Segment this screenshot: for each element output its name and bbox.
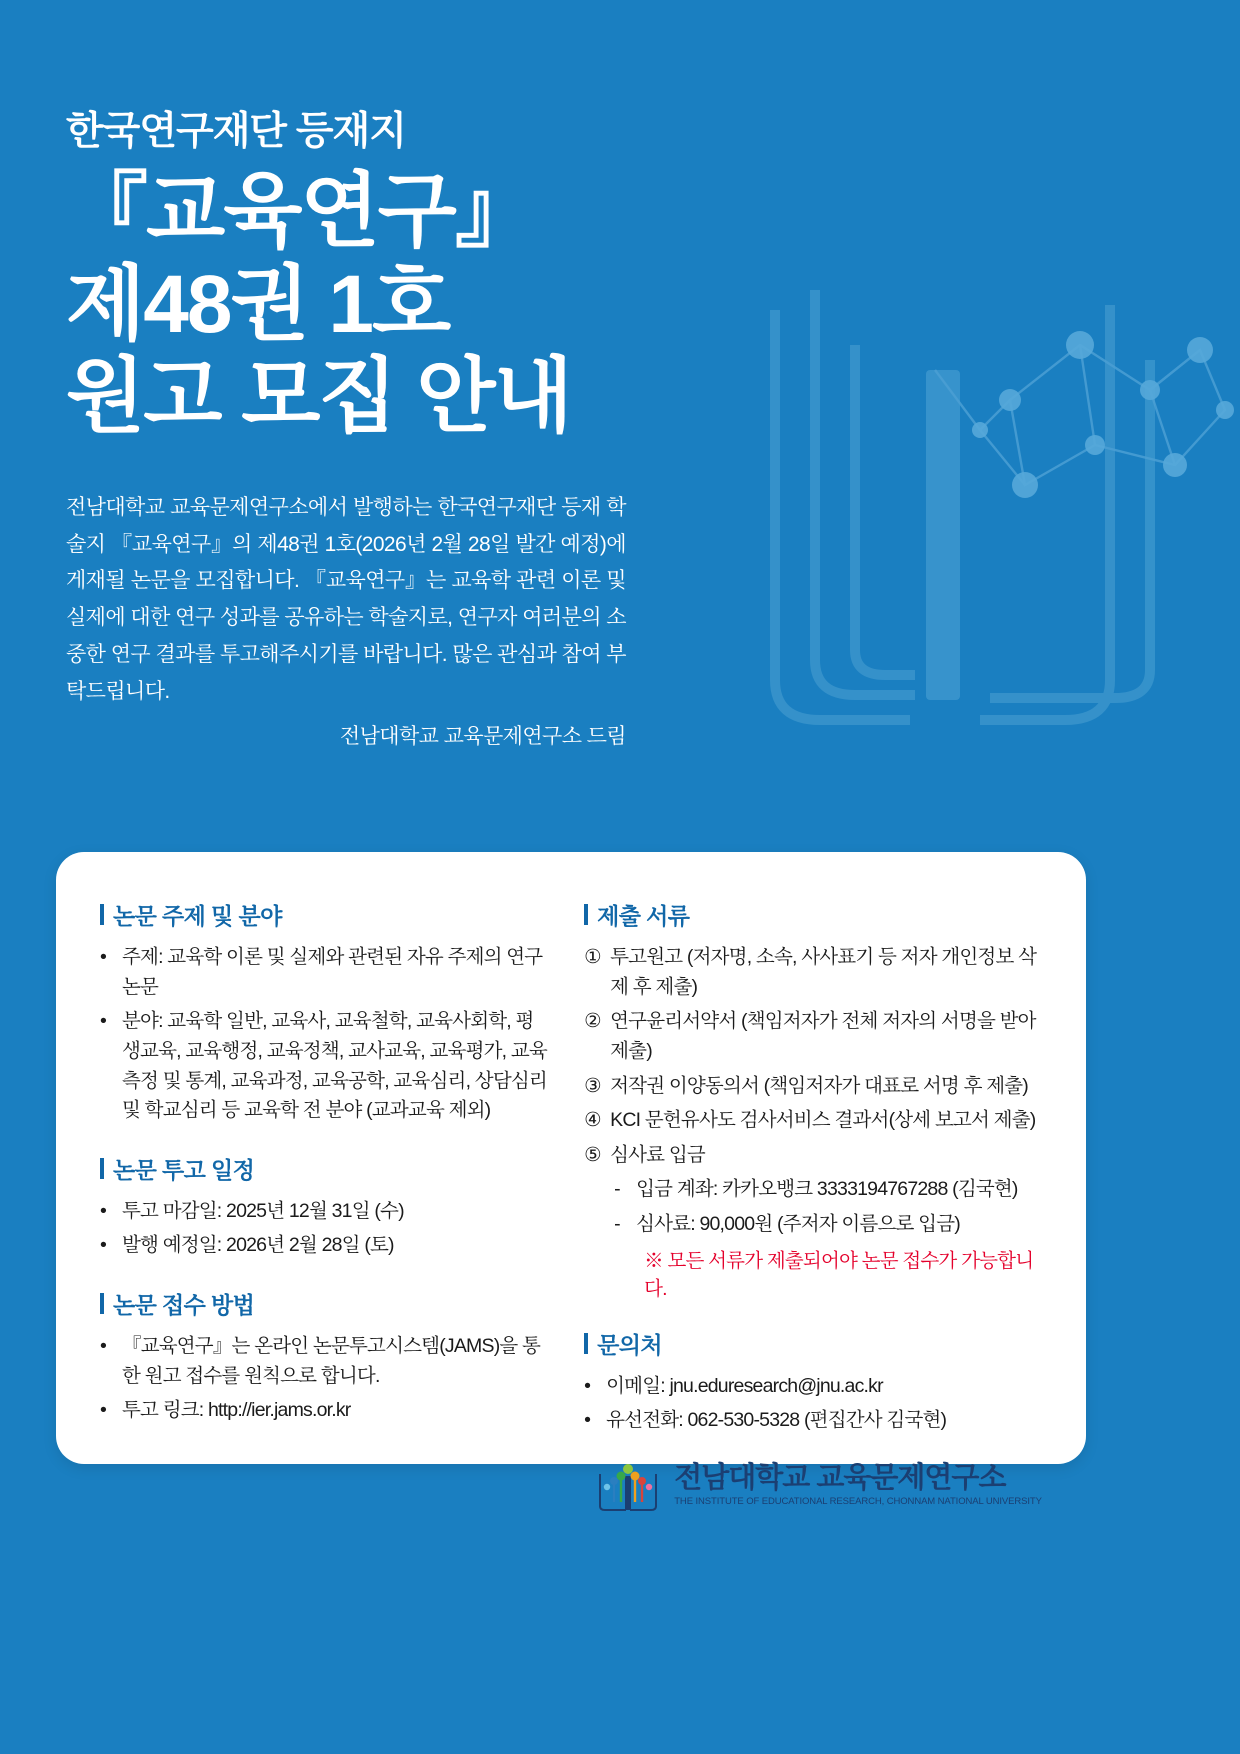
heading-bar-icon [100, 904, 104, 925]
bullet-icon: • [100, 1399, 107, 1422]
section-documents-list [584, 943, 1042, 1240]
list-item [584, 1072, 1042, 1102]
page-title-line-3: 원고 모집 안내 [66, 351, 571, 443]
section-submission-heading [100, 1287, 548, 1320]
list-item-text: 저작권 이양동의서 (책임저자가 대표로 서명 후 제출) [610, 1074, 1028, 1097]
section-schedule [100, 1152, 548, 1261]
info-card [56, 852, 1086, 1507]
list-item-phone [584, 1406, 1042, 1436]
section-topic-list [100, 943, 548, 1126]
list-item [584, 943, 1042, 1002]
documents-note: ※ 모든 서류가 제출되어야 논문 접수가 가능합니다. [644, 1249, 1034, 1300]
bullet-icon: • [584, 1374, 591, 1397]
section-contact-list [584, 1372, 1042, 1436]
section-schedule-heading [100, 1152, 548, 1185]
list-item-text: 주제: 교육학 이론 및 실제와 관련된 자유 주제의 연구논문 [122, 946, 543, 998]
list-item-text: 투고 마감일: 2025년 12월 31일 (수) [122, 1199, 404, 1222]
card-left-column [100, 898, 564, 1434]
section-documents-heading-label: 제출 서류 [597, 903, 690, 929]
list-item-text: 입금 계좌: 카카오뱅크 3333194767288 (김국현) [636, 1178, 1018, 1201]
list-item-sub [584, 1175, 1042, 1205]
heading-bar-icon [100, 1158, 104, 1179]
list-item-text: 심사료: 90,000원 (주저자 이름으로 입금) [636, 1213, 960, 1235]
list-item-text: 분야: 교육학 일반, 교육사, 교육철학, 교육사회학, 평생교육, 교육행정, 교육정책, 교사교육, 교육평가, 교육측정 및 통계, 교육과정, 교육공학, 교육심리, 상담심리 및 학교심리 등 교육학 전 분야 (교과교육 제외) [122, 1010, 547, 1122]
section-submission [100, 1287, 548, 1426]
section-contact [584, 1327, 1042, 1436]
list-item-text: 투고원고 (저자명, 소속, 사사표기 등 저자 개인정보 삭제 후 제출) [610, 946, 1037, 998]
list-item-text: 심사료 입금 [610, 1143, 705, 1166]
book-tree-logo-icon [594, 1456, 662, 1514]
bullet-icon: • [100, 1335, 107, 1357]
list-item [100, 1197, 548, 1227]
list-item [100, 943, 548, 1002]
list-item-submission-link[interactable] [100, 1396, 548, 1426]
section-schedule-list [100, 1197, 548, 1261]
page-title-line-1: 『교육연구』 [66, 166, 535, 257]
section-schedule-heading-label: 논문 투고 일정 [113, 1156, 255, 1183]
bullet-icon: • [584, 1409, 591, 1432]
list-item [584, 1106, 1042, 1136]
submission-link-text[interactable]: 투고 링크: http://ier.jams.or.kr [122, 1399, 351, 1422]
intro-signature: 전남대학교 교육문제연구소 드림 [339, 725, 626, 749]
section-topic [100, 898, 548, 1126]
list-item-text: 『교육연구』는 온라인 논문투고시스템(JAMS)을 통한 원고 접수를 원칙으로 합니다. [122, 1335, 541, 1387]
list-item [100, 1332, 548, 1391]
list-item [100, 1231, 548, 1261]
section-submission-heading-label: 논문 접수 방법 [113, 1292, 255, 1318]
list-item-text: 발행 예정일: 2026년 2월 28일 (토) [122, 1234, 394, 1257]
bullet-icon: • [100, 1199, 107, 1222]
logo-name-ko: 전남대학교 교육문제연구소 [674, 1462, 1006, 1495]
section-documents [584, 898, 1042, 1301]
section-submission-list [100, 1332, 548, 1426]
section-topic-heading-label: 논문 주제 및 분야 [113, 903, 282, 929]
contact-phone-text: 유선전화: 062-530-5328 (편집간사 김국현) [606, 1409, 947, 1432]
list-item [100, 1007, 548, 1126]
heading-bar-icon [100, 1293, 104, 1314]
bullet-icon: • [100, 1010, 107, 1033]
number-icon: ④ [584, 1109, 601, 1132]
institute-logo [584, 1456, 1042, 1514]
logo-name-en: THE INSTITUTE OF EDUCATIONAL RESEARCH, CHONNAM NATIONAL UNIVERSITY [674, 1495, 1042, 1507]
dash-icon: - [614, 1213, 620, 1235]
intro-paragraph: 전남대학교 교육문제연구소에서 발행하는 한국연구재단 등재 학술지 『교육연구』의 제48권 1호(2026년 2월 28일 발간 예정)에 게재될 논문을 모집합니다. 『교육연구』는 교육학 관련 이론 및 실제에 대한 연구 성과를 공유하는 학술지로, 연구자 여러분의 소중한 연구 결과를 투고해주시기를 바랍니다. 많은 관심과 참여 부탁드립니다. [66, 495, 626, 703]
number-icon: ② [584, 1010, 601, 1033]
section-topic-heading [100, 898, 548, 931]
contact-email-text[interactable]: 이메일: jnu.eduresearch@jnu.ac.kr [606, 1374, 883, 1397]
bullet-icon: • [100, 946, 107, 968]
heading-bar-icon [584, 1333, 588, 1354]
card-right-column [564, 898, 1042, 1507]
dash-icon: - [614, 1178, 620, 1201]
list-item-text: KCI 문헌유사도 검사서비스 결과서(상세 보고서 제출) [610, 1109, 1036, 1132]
eyebrow-label: 한국연구재단 등재지 [66, 110, 406, 153]
number-icon: ③ [584, 1074, 601, 1097]
section-contact-heading [584, 1327, 1042, 1360]
section-documents-heading [584, 898, 1042, 931]
poster-header [66, 100, 786, 750]
list-item [584, 1141, 1042, 1171]
heading-bar-icon [584, 904, 588, 925]
page-title-line-2: 제48권 1호 [66, 258, 450, 350]
list-item-email[interactable] [584, 1372, 1042, 1402]
logo-text-block [674, 1463, 1042, 1506]
list-item [584, 1007, 1042, 1066]
section-contact-heading-label: 문의처 [597, 1331, 662, 1358]
number-icon: ① [584, 946, 601, 968]
number-icon: ⑤ [584, 1143, 601, 1166]
bullet-icon: • [100, 1234, 107, 1257]
list-item-text: 연구윤리서약서 (책임저자가 전체 저자의 서명을 받아 제출) [610, 1010, 1036, 1062]
list-item-sub [584, 1210, 1042, 1240]
